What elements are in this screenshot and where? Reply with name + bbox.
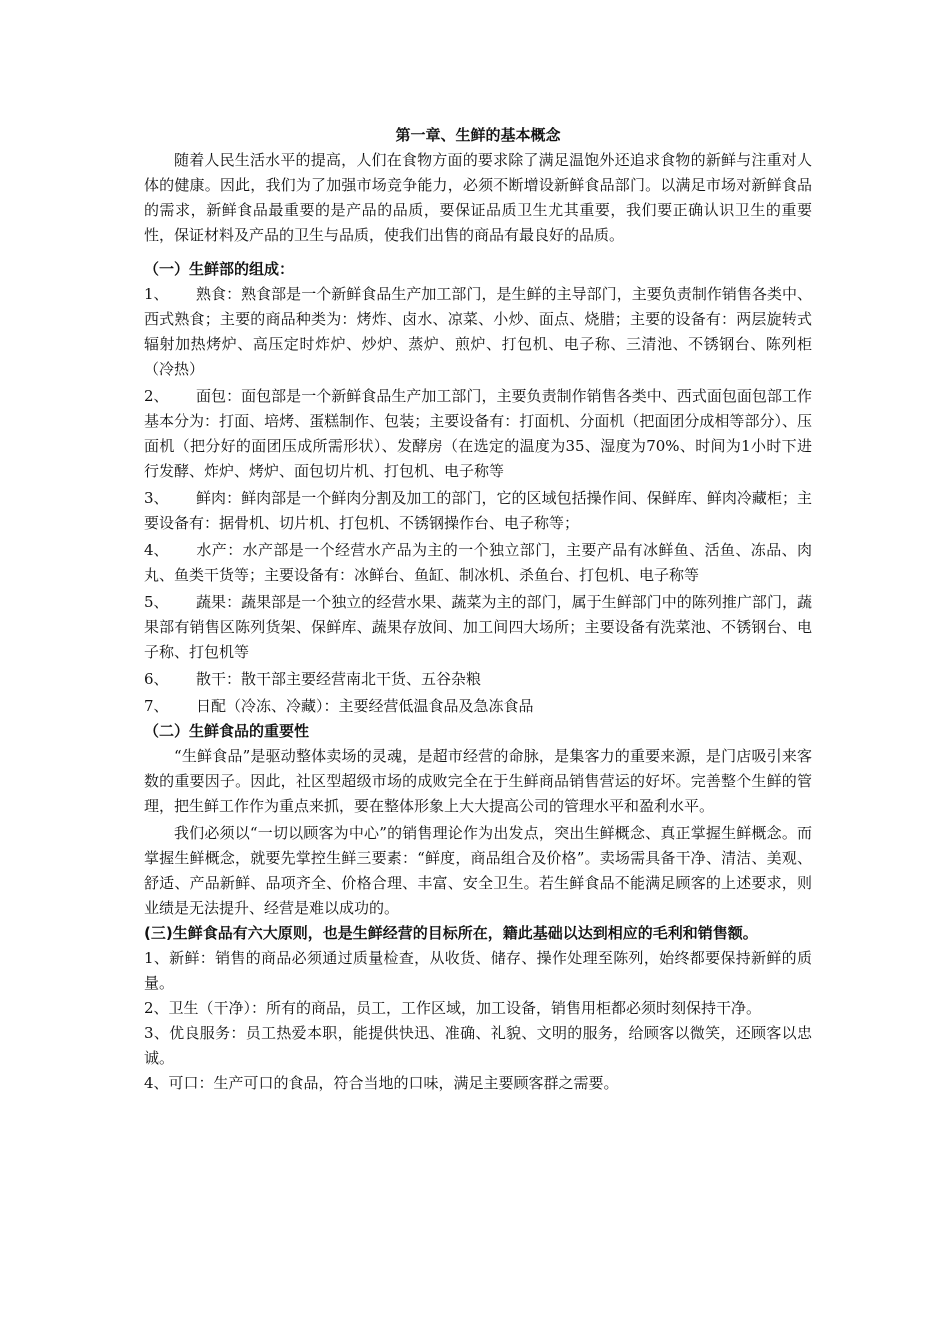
item-text: 面包：面包部是一个新鲜食品生产加工部门，主要负责制作销售各类中、西式面包面包部工作基本分为：打面、培烤、蛋糕制作、包装；主要设备有：打面机、分面机（把面团分成相等部分）、压面机（把分好的面团压成所需形状）、发酵房（在选定的温度为35、湿度为70%、时间为1小时下进行发酵、炸炉、烤炉、面包切片机、打包机、电子称等 xyxy=(144,387,812,480)
section3-item: 2、卫生（干净）：所有的商品，员工，工作区域，加工设备，销售用柜都必须时刻保持干净。 xyxy=(144,999,762,1017)
section3-item: 3、优良服务：员工热爱本职，能提供快迅、准确、礼貌、文明的服务，给顾客以微笑，还顾客以忠诚。 xyxy=(144,1024,812,1067)
section1-item xyxy=(144,694,812,719)
section1-item xyxy=(144,667,812,692)
item-text: 熟食：熟食部是一个新鲜食品生产加工部门，是生鲜的主导部门，主要负责制作销售各类中、西式熟食；主要的商品种类为：烤炸、卤水、凉菜、小炒、面点、烧腊；主要的设备有：两层旋转式辐射加热烤炉、高压定时炸炉、炒炉、蒸炉、煎炉、打包机、电子称、三清池、不锈钢台、陈列柜（冷热） xyxy=(144,285,812,378)
item-number: 2、 xyxy=(144,387,169,405)
item-text: 日配（冷冻、冷藏）：主要经营低温食品及急冻食品 xyxy=(196,697,534,715)
item-text: 散干：散干部主要经营南北干货、五谷杂粮 xyxy=(196,670,482,688)
section2-paragraph: 我们必须以“一切以顾客为中心”的销售理论作为出发点，突出生鲜概念、真正掌握生鲜概念。而掌握生鲜概念，就要先掌控生鲜三要素：“鲜度，商品组合及价格”。卖场需具备干净、清洁、美观、舒适、产品新鲜、品项齐全、价格合理、丰富、安全卫生。若生鲜食品不能满足顾客的上述要求，则业绩是无法提升、经营是难以成功的。 xyxy=(144,824,812,917)
section1-item xyxy=(144,282,812,382)
section1-heading: （一）生鲜部的组成： xyxy=(144,260,295,278)
section1-item xyxy=(144,486,812,536)
item-number: 3、 xyxy=(144,489,169,507)
item-number: 6、 xyxy=(144,670,169,688)
item-text: 水产：水产部是一个经营水产品为主的一个独立部门，主要产品有冰鲜鱼、活鱼、冻品、肉丸、鱼类干货等；主要设备有：冰鲜台、鱼缸、制冰机、杀鱼台、打包机、电子称等 xyxy=(144,541,812,584)
section1-item xyxy=(144,384,812,484)
item-number: 7、 xyxy=(144,697,169,715)
chapter-title: 第一章、生鲜的基本概念 xyxy=(395,126,561,144)
section3-item: 1、新鲜：销售的商品必须通过质量检查，从收货、储存、操作处理至陈列，始终都要保持新鲜的质量。 xyxy=(144,949,812,992)
item-text: 鲜肉：鲜肉部是一个鲜肉分割及加工的部门，它的区域包括操作间、保鲜库、鲜肉冷藏柜；主要设备有：据骨机、切片机、打包机、不锈钢操作台、电子称等； xyxy=(144,489,812,532)
section3-heading: (三)生鲜食品有六大原则，也是生鲜经营的目标所在，籍此基础以达到相应的毛利和销售额。 xyxy=(144,924,758,942)
item-number: 1、 xyxy=(144,285,169,303)
section3-item: 4、可口：生产可口的食品，符合当地的口味，满足主要顾客群之需要。 xyxy=(144,1074,619,1092)
intro-paragraph: 随着人民生活水平的提高，人们在食物方面的要求除了满足温饱外还追求食物的新鲜与注重对人体的健康。因此，我们为了加强市场竞争能力，必须不断增设新鲜食品部门。以满足市场对新鲜食品的需求，新鲜食品最重要的是产品的品质，要保证品质卫生尤其重要，我们要正确认识卫生的重要性，保证材料及产品的卫生与品质，使我们出售的商品有最良好的品质。 xyxy=(144,151,812,244)
section1-item xyxy=(144,538,812,588)
item-number: 4、 xyxy=(144,541,169,559)
section2-heading: （二）生鲜食品的重要性 xyxy=(144,722,310,740)
item-number: 5、 xyxy=(144,593,169,611)
item-text: 蔬果：蔬果部是一个独立的经营水果、蔬菜为主的部门，属于生鲜部门中的陈列推广部门，蔬果部有销售区陈列货架、保鲜库、蔬果存放间、加工间四大场所；主要设备有洗菜池、不锈钢台、电子称、打包机等 xyxy=(144,593,812,661)
section1-item xyxy=(144,590,812,665)
section2-paragraph: “生鲜食品”是驱动整体卖场的灵魂，是超市经营的命脉，是集客力的重要来源，是门店吸引来客数的重要因子。因此，社区型超级市场的成败完全在于生鲜商品销售营运的好坏。完善整个生鲜的管理，把生鲜工作作为重点来抓，要在整体形象上大大提高公司的管理水平和盈利水平。 xyxy=(144,747,812,815)
